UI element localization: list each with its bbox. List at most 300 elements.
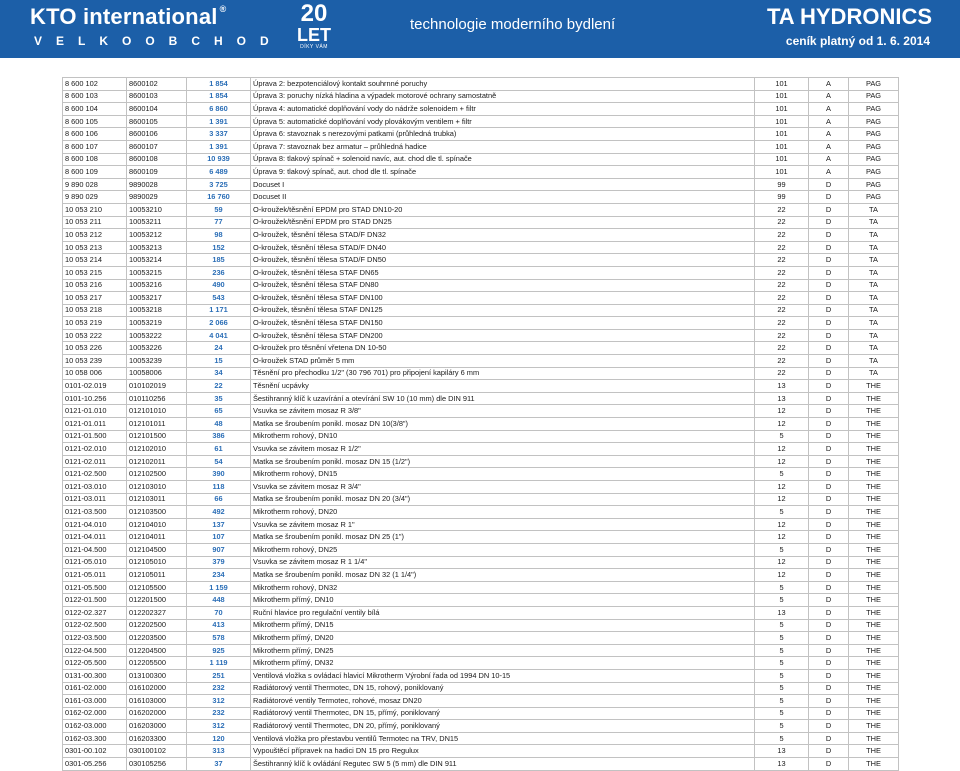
order-number-cell: 10053212 bbox=[127, 229, 187, 242]
description-cell: Úprava 5: automatické doplňování vody plovákovým ventilem + filtr bbox=[251, 115, 755, 128]
description-cell: Docuset I bbox=[251, 178, 755, 191]
price-table bbox=[62, 77, 899, 771]
class-cell: D bbox=[809, 203, 849, 216]
order-number-cell: 8600107 bbox=[127, 140, 187, 153]
description-cell: Matka se šroubením ponikl. mosaz DN 25 (1") bbox=[251, 531, 755, 544]
table-row bbox=[63, 304, 899, 317]
price-validity: ceník platný od 1. 6. 2014 bbox=[785, 34, 930, 48]
description-cell: Šestihranný klíč k uzavírání a otevírání SW 10 (10 mm) dle DIN 911 bbox=[251, 392, 755, 405]
description-cell: Vsuvka se závitem mosaz R 3/8" bbox=[251, 405, 755, 418]
description-cell: Úprava 8: tlakový spínač + solenoid navíc, aut. chod dle tl. spínače bbox=[251, 153, 755, 166]
table-row bbox=[63, 241, 899, 254]
order-number-cell: 012101010 bbox=[127, 405, 187, 418]
description-cell: Úprava 7: stavoznak bez armatur – průhledná hadice bbox=[251, 140, 755, 153]
class-cell: D bbox=[809, 707, 849, 720]
product-code-cell: 8 600 103 bbox=[63, 90, 127, 103]
table-row bbox=[63, 166, 899, 179]
price-cell: 34 bbox=[187, 367, 251, 380]
brand-cell: THE bbox=[849, 669, 899, 682]
class-cell: D bbox=[809, 443, 849, 456]
order-number-cell: 10053214 bbox=[127, 254, 187, 267]
description-cell: O-kroužek, těsnění tělesa STAD/F DN50 bbox=[251, 254, 755, 267]
description-cell: Mikrotherm přímý, DN32 bbox=[251, 657, 755, 670]
class-cell: D bbox=[809, 266, 849, 279]
table-row bbox=[63, 216, 899, 229]
brand-cell: TA bbox=[849, 292, 899, 305]
order-number-cell: 012205500 bbox=[127, 657, 187, 670]
brand-cell: PAG bbox=[849, 153, 899, 166]
table-row bbox=[63, 266, 899, 279]
brand-cell: TA bbox=[849, 329, 899, 342]
order-number-cell: 8600105 bbox=[127, 115, 187, 128]
group-cell: 22 bbox=[755, 229, 809, 242]
price-cell: 543 bbox=[187, 292, 251, 305]
brand-name: KTO international bbox=[30, 4, 218, 29]
price-cell: 10 939 bbox=[187, 153, 251, 166]
group-cell: 22 bbox=[755, 241, 809, 254]
brand-cell: THE bbox=[849, 380, 899, 393]
description-cell: O-kroužek/těsnění EPDM pro STAD DN10-20 bbox=[251, 203, 755, 216]
order-number-cell: 10053218 bbox=[127, 304, 187, 317]
order-number-cell: 8600104 bbox=[127, 103, 187, 116]
price-cell: 390 bbox=[187, 468, 251, 481]
product-code-cell: 10 053 219 bbox=[63, 317, 127, 330]
product-code-cell: 0121-05.011 bbox=[63, 569, 127, 582]
description-cell: Úprava 2: bezpotenciálový kontakt souhrnné poruchy bbox=[251, 78, 755, 91]
class-cell: D bbox=[809, 606, 849, 619]
price-cell: 1 854 bbox=[187, 78, 251, 91]
table-row bbox=[63, 128, 899, 141]
description-cell: Šestihranný klíč k ovládání Regutec SW 5 (5 mm) dle DIN 911 bbox=[251, 758, 755, 771]
table-row bbox=[63, 569, 899, 582]
order-number-cell: 012104500 bbox=[127, 543, 187, 556]
product-code-cell: 0121-03.500 bbox=[63, 506, 127, 519]
class-cell: D bbox=[809, 216, 849, 229]
class-cell: D bbox=[809, 342, 849, 355]
table-row bbox=[63, 78, 899, 91]
order-number-cell: 9890029 bbox=[127, 191, 187, 204]
price-cell: 413 bbox=[187, 619, 251, 632]
group-cell: 101 bbox=[755, 103, 809, 116]
group-cell: 13 bbox=[755, 758, 809, 771]
brand-cell: TA bbox=[849, 279, 899, 292]
order-number-cell: 012105011 bbox=[127, 569, 187, 582]
table-row bbox=[63, 455, 899, 468]
class-cell: D bbox=[809, 619, 849, 632]
price-cell: 251 bbox=[187, 669, 251, 682]
table-row bbox=[63, 115, 899, 128]
price-cell: 6 860 bbox=[187, 103, 251, 116]
table-row bbox=[63, 481, 899, 494]
brand-cell: PAG bbox=[849, 166, 899, 179]
group-cell: 5 bbox=[755, 594, 809, 607]
price-cell: 925 bbox=[187, 644, 251, 657]
group-cell: 13 bbox=[755, 745, 809, 758]
brand-cell: THE bbox=[849, 619, 899, 632]
price-cell: 1 119 bbox=[187, 657, 251, 670]
price-cell: 3 337 bbox=[187, 128, 251, 141]
product-code-cell: 0121-01.010 bbox=[63, 405, 127, 418]
brand-cell: TA bbox=[849, 241, 899, 254]
order-number-cell: 010102019 bbox=[127, 380, 187, 393]
product-code-cell: 0121-05.010 bbox=[63, 556, 127, 569]
product-code-cell: 8 600 108 bbox=[63, 153, 127, 166]
product-code-cell: 10 053 239 bbox=[63, 355, 127, 368]
group-cell: 22 bbox=[755, 254, 809, 267]
order-number-cell: 9890028 bbox=[127, 178, 187, 191]
brand-cell: THE bbox=[849, 443, 899, 456]
group-cell: 22 bbox=[755, 367, 809, 380]
order-number-cell: 8600106 bbox=[127, 128, 187, 141]
class-cell: D bbox=[809, 518, 849, 531]
price-cell: 232 bbox=[187, 707, 251, 720]
description-cell: Ventilová vložka s ovládací hlavicí Mikrotherm Výrobní řada od 1994 DN 10-15 bbox=[251, 669, 755, 682]
order-number-cell: 10053222 bbox=[127, 329, 187, 342]
order-number-cell: 10053217 bbox=[127, 292, 187, 305]
brand-cell: THE bbox=[849, 732, 899, 745]
order-number-cell: 8600109 bbox=[127, 166, 187, 179]
brand-cell: PAG bbox=[849, 103, 899, 116]
brand-cell: THE bbox=[849, 581, 899, 594]
product-code-cell: 10 053 212 bbox=[63, 229, 127, 242]
anniversary-small: DÍKY VÁM bbox=[300, 44, 328, 50]
class-cell: D bbox=[809, 279, 849, 292]
group-cell: 22 bbox=[755, 216, 809, 229]
group-cell: 101 bbox=[755, 90, 809, 103]
brand-cell: THE bbox=[849, 682, 899, 695]
group-cell: 5 bbox=[755, 732, 809, 745]
order-number-cell: 016102000 bbox=[127, 682, 187, 695]
brand-cell: TA bbox=[849, 304, 899, 317]
product-code-cell: 10 053 222 bbox=[63, 329, 127, 342]
group-cell: 12 bbox=[755, 455, 809, 468]
class-cell: D bbox=[809, 329, 849, 342]
class-cell: D bbox=[809, 581, 849, 594]
order-number-cell: 8600108 bbox=[127, 153, 187, 166]
table-row bbox=[63, 493, 899, 506]
table-row bbox=[63, 279, 899, 292]
product-code-cell: 0131-00.300 bbox=[63, 669, 127, 682]
description-cell: Mikrotherm rohový, DN20 bbox=[251, 506, 755, 519]
group-cell: 101 bbox=[755, 140, 809, 153]
order-number-cell: 012104010 bbox=[127, 518, 187, 531]
brand-cell: THE bbox=[849, 518, 899, 531]
page-header bbox=[0, 0, 960, 58]
order-number-cell: 012102011 bbox=[127, 455, 187, 468]
order-number-cell: 012105010 bbox=[127, 556, 187, 569]
product-code-cell: 10 053 217 bbox=[63, 292, 127, 305]
group-cell: 22 bbox=[755, 203, 809, 216]
brand-cell: PAG bbox=[849, 90, 899, 103]
order-number-cell: 012202327 bbox=[127, 606, 187, 619]
anniversary-number: 20 bbox=[300, 0, 328, 27]
table-row bbox=[63, 745, 899, 758]
order-number-cell: 010110256 bbox=[127, 392, 187, 405]
order-number-cell: 012105500 bbox=[127, 581, 187, 594]
order-number-cell: 10053216 bbox=[127, 279, 187, 292]
table-row bbox=[63, 556, 899, 569]
group-cell: 5 bbox=[755, 720, 809, 733]
order-number-cell: 8600102 bbox=[127, 78, 187, 91]
price-cell: 37 bbox=[187, 758, 251, 771]
order-number-cell: 016203300 bbox=[127, 732, 187, 745]
table-row bbox=[63, 720, 899, 733]
product-code-cell: 10 053 218 bbox=[63, 304, 127, 317]
brand-cell: THE bbox=[849, 632, 899, 645]
product-code-cell: 8 600 107 bbox=[63, 140, 127, 153]
description-cell: Ruční hlavice pro regulační ventily bílá bbox=[251, 606, 755, 619]
class-cell: D bbox=[809, 732, 849, 745]
table-row bbox=[63, 531, 899, 544]
product-code-cell: 8 600 109 bbox=[63, 166, 127, 179]
brand-cell: PAG bbox=[849, 178, 899, 191]
order-number-cell: 012201500 bbox=[127, 594, 187, 607]
group-cell: 101 bbox=[755, 166, 809, 179]
product-code-cell: 0121-05.500 bbox=[63, 581, 127, 594]
order-number-cell: 10053219 bbox=[127, 317, 187, 330]
class-cell: D bbox=[809, 745, 849, 758]
description-cell: Vsuvka se závitem mosaz R 3/4" bbox=[251, 481, 755, 494]
product-code-cell: 10 058 006 bbox=[63, 367, 127, 380]
price-cell: 24 bbox=[187, 342, 251, 355]
brand-cell: PAG bbox=[849, 128, 899, 141]
description-cell: O-kroužek/těsnění EPDM pro STAD DN25 bbox=[251, 216, 755, 229]
description-cell: Mikrotherm rohový, DN25 bbox=[251, 543, 755, 556]
description-cell: O-kroužek, těsnění tělesa STAF DN150 bbox=[251, 317, 755, 330]
price-cell: 490 bbox=[187, 279, 251, 292]
class-cell: D bbox=[809, 355, 849, 368]
brand-cell: THE bbox=[849, 418, 899, 431]
product-code-cell: 0121-01.011 bbox=[63, 418, 127, 431]
description-cell: O-kroužek pro těsnění vřetena DN 10-50 bbox=[251, 342, 755, 355]
product-code-cell: 0162-03.000 bbox=[63, 720, 127, 733]
price-cell: 118 bbox=[187, 481, 251, 494]
group-cell: 22 bbox=[755, 342, 809, 355]
order-number-cell: 016203000 bbox=[127, 720, 187, 733]
anniversary-word: LET bbox=[297, 25, 331, 45]
product-code-cell: 0162-03.300 bbox=[63, 732, 127, 745]
group-cell: 101 bbox=[755, 115, 809, 128]
price-cell: 16 760 bbox=[187, 191, 251, 204]
class-cell: D bbox=[809, 254, 849, 267]
table-row bbox=[63, 229, 899, 242]
description-cell: Vsuvka se závitem mosaz R 1/2" bbox=[251, 443, 755, 456]
price-cell: 492 bbox=[187, 506, 251, 519]
order-number-cell: 013100300 bbox=[127, 669, 187, 682]
description-cell: O-kroužek STAD průměr 5 mm bbox=[251, 355, 755, 368]
brand-cell: THE bbox=[849, 430, 899, 443]
brand-cell: THE bbox=[849, 455, 899, 468]
description-cell: Mikrotherm rohový, DN15 bbox=[251, 468, 755, 481]
anniversary-badge bbox=[289, 2, 339, 54]
price-cell: 35 bbox=[187, 392, 251, 405]
table-row bbox=[63, 405, 899, 418]
class-cell: D bbox=[809, 367, 849, 380]
brand-cell: THE bbox=[849, 606, 899, 619]
group-cell: 5 bbox=[755, 682, 809, 695]
price-cell: 578 bbox=[187, 632, 251, 645]
class-cell: D bbox=[809, 506, 849, 519]
price-cell: 61 bbox=[187, 443, 251, 456]
description-cell: Vsuvka se závitem mosaz R 1" bbox=[251, 518, 755, 531]
price-cell: 379 bbox=[187, 556, 251, 569]
brand-cell: TA bbox=[849, 203, 899, 216]
class-cell: D bbox=[809, 481, 849, 494]
group-cell: 5 bbox=[755, 644, 809, 657]
brand-cell: PAG bbox=[849, 191, 899, 204]
table-row bbox=[63, 682, 899, 695]
brand-cell: THE bbox=[849, 468, 899, 481]
brand-cell: THE bbox=[849, 506, 899, 519]
class-cell: D bbox=[809, 594, 849, 607]
brand-cell: TA bbox=[849, 355, 899, 368]
description-cell: Ventilová vložka pro přestavbu ventilů Termotec na TRV, DN15 bbox=[251, 732, 755, 745]
product-code-cell: 0121-03.011 bbox=[63, 493, 127, 506]
class-cell: D bbox=[809, 556, 849, 569]
price-cell: 15 bbox=[187, 355, 251, 368]
group-cell: 99 bbox=[755, 178, 809, 191]
table-row bbox=[63, 380, 899, 393]
description-cell: Matka se šroubením ponikl. mosaz DN 15 (1/2") bbox=[251, 455, 755, 468]
brand-cell: THE bbox=[849, 657, 899, 670]
class-cell: D bbox=[809, 317, 849, 330]
order-number-cell: 030100102 bbox=[127, 745, 187, 758]
class-cell: A bbox=[809, 153, 849, 166]
price-cell: 386 bbox=[187, 430, 251, 443]
group-cell: 13 bbox=[755, 606, 809, 619]
price-cell: 907 bbox=[187, 543, 251, 556]
group-cell: 13 bbox=[755, 392, 809, 405]
table-row bbox=[63, 657, 899, 670]
description-cell: Docuset II bbox=[251, 191, 755, 204]
table-row bbox=[63, 317, 899, 330]
description-cell: O-kroužek, těsnění tělesa STAF DN125 bbox=[251, 304, 755, 317]
order-number-cell: 012101500 bbox=[127, 430, 187, 443]
price-cell: 232 bbox=[187, 682, 251, 695]
price-cell: 3 725 bbox=[187, 178, 251, 191]
description-cell: Mikrotherm rohový, DN32 bbox=[251, 581, 755, 594]
class-cell: D bbox=[809, 569, 849, 582]
product-code-cell: 0122-01.500 bbox=[63, 594, 127, 607]
description-cell: Úprava 9: tlakový spínač, aut. chod dle tl. spínače bbox=[251, 166, 755, 179]
group-cell: 5 bbox=[755, 506, 809, 519]
table-row bbox=[63, 367, 899, 380]
order-number-cell: 012204500 bbox=[127, 644, 187, 657]
registered-mark: ® bbox=[219, 4, 227, 14]
class-cell: D bbox=[809, 758, 849, 771]
price-cell: 77 bbox=[187, 216, 251, 229]
order-number-cell: 012102500 bbox=[127, 468, 187, 481]
price-cell: 1 391 bbox=[187, 115, 251, 128]
description-cell: Radiátorový ventil Thermotec, DN 15, přímý, poniklovaný bbox=[251, 707, 755, 720]
table-row bbox=[63, 468, 899, 481]
product-code-cell: 0121-02.500 bbox=[63, 468, 127, 481]
brand-cell: PAG bbox=[849, 78, 899, 91]
product-code-cell: 8 600 105 bbox=[63, 115, 127, 128]
brand-cell: THE bbox=[849, 644, 899, 657]
price-cell: 22 bbox=[187, 380, 251, 393]
table-row bbox=[63, 443, 899, 456]
product-code-cell: 0121-03.010 bbox=[63, 481, 127, 494]
group-cell: 12 bbox=[755, 531, 809, 544]
table-row bbox=[63, 153, 899, 166]
class-cell: A bbox=[809, 78, 849, 91]
group-cell: 5 bbox=[755, 669, 809, 682]
price-cell: 59 bbox=[187, 203, 251, 216]
product-code-cell: 10 053 215 bbox=[63, 266, 127, 279]
description-cell: O-kroužek, těsnění tělesa STAF DN200 bbox=[251, 329, 755, 342]
class-cell: A bbox=[809, 90, 849, 103]
group-cell: 101 bbox=[755, 153, 809, 166]
price-cell: 54 bbox=[187, 455, 251, 468]
table-row bbox=[63, 203, 899, 216]
description-cell: Radiátorové ventily Termotec, rohové, mosaz DN20 bbox=[251, 695, 755, 708]
order-number-cell: 10053239 bbox=[127, 355, 187, 368]
price-cell: 1 159 bbox=[187, 581, 251, 594]
description-cell: O-kroužek, těsnění tělesa STAD/F DN40 bbox=[251, 241, 755, 254]
price-cell: 70 bbox=[187, 606, 251, 619]
group-cell: 12 bbox=[755, 518, 809, 531]
product-code-cell: 10 053 210 bbox=[63, 203, 127, 216]
group-cell: 22 bbox=[755, 329, 809, 342]
group-cell: 5 bbox=[755, 695, 809, 708]
table-row bbox=[63, 606, 899, 619]
group-cell: 12 bbox=[755, 556, 809, 569]
class-cell: D bbox=[809, 455, 849, 468]
price-cell: 1 171 bbox=[187, 304, 251, 317]
product-code-cell: 0101-02.019 bbox=[63, 380, 127, 393]
group-cell: 12 bbox=[755, 443, 809, 456]
description-cell: Úprava 6: stavoznak s nerezovými patkami (průhledná trubka) bbox=[251, 128, 755, 141]
table-row bbox=[63, 758, 899, 771]
table-row bbox=[63, 430, 899, 443]
description-cell: Těsnění ucpávky bbox=[251, 380, 755, 393]
product-code-cell: 0121-01.500 bbox=[63, 430, 127, 443]
brand-cell: THE bbox=[849, 556, 899, 569]
brand-cell: TA bbox=[849, 254, 899, 267]
class-cell: D bbox=[809, 405, 849, 418]
product-code-cell: 8 600 102 bbox=[63, 78, 127, 91]
class-cell: D bbox=[809, 493, 849, 506]
description-cell: Radiátorový ventil Thermotec, DN 15, rohový, poniklovaný bbox=[251, 682, 755, 695]
product-code-cell: 9 890 029 bbox=[63, 191, 127, 204]
product-code-cell: 10 053 214 bbox=[63, 254, 127, 267]
description-cell: Matka se šroubením ponikl. mosaz DN 20 (3/4") bbox=[251, 493, 755, 506]
table-row bbox=[63, 619, 899, 632]
table-row bbox=[63, 254, 899, 267]
group-cell: 12 bbox=[755, 569, 809, 582]
product-code-cell: 0161-03.000 bbox=[63, 695, 127, 708]
price-cell: 65 bbox=[187, 405, 251, 418]
class-cell: D bbox=[809, 720, 849, 733]
price-cell: 234 bbox=[187, 569, 251, 582]
product-code-cell: 8 600 106 bbox=[63, 128, 127, 141]
order-number-cell: 10053213 bbox=[127, 241, 187, 254]
product-code-cell: 0122-04.500 bbox=[63, 644, 127, 657]
brand-cell: TA bbox=[849, 216, 899, 229]
group-cell: 22 bbox=[755, 292, 809, 305]
class-cell: D bbox=[809, 430, 849, 443]
group-cell: 5 bbox=[755, 619, 809, 632]
class-cell: D bbox=[809, 418, 849, 431]
class-cell: D bbox=[809, 632, 849, 645]
price-table-body bbox=[63, 78, 899, 771]
class-cell: A bbox=[809, 103, 849, 116]
price-cell: 6 489 bbox=[187, 166, 251, 179]
price-cell: 120 bbox=[187, 732, 251, 745]
group-cell: 101 bbox=[755, 78, 809, 91]
class-cell: D bbox=[809, 695, 849, 708]
